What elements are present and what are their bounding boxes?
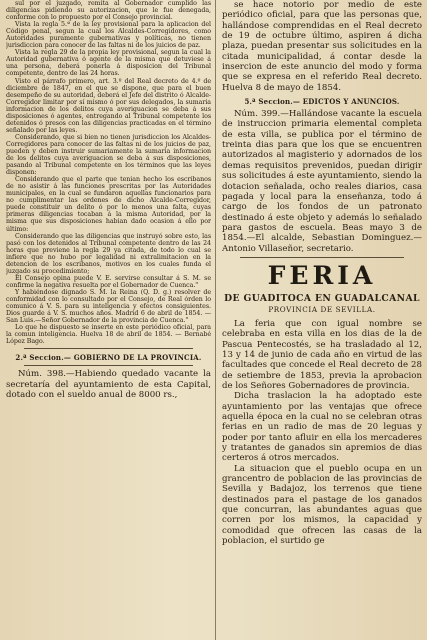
left-paragraph-3: Vista la regla 29 de la propia ley provisional, segun la cual la Autoridad gubernativa ó agente de la misma que detuviese á una persona, deberá ponerla á disposicion del Tribunal competente, dentro de las 24 horas. xyxy=(6,49,211,78)
left-paragraph-6: Considerando que el parte que tenian hecho los escribanos de no asistir á las funciones prescritas por las Autoridades municipales, en la cual se fundaron aquellas funcionarios para no cumplimentar las ordenes de dicho Alcalde-Corregidor, puede constituir un delito ó por lo menos una falta, cuyas primeras diligencias tocaban á la misma Autoridad, por la misma que sus disposiciones habian dado ocasion á ello por último: xyxy=(6,176,211,233)
section-heading-edicts: 5.ª Seccion.— EDICTOS Y ANUNCIOS. xyxy=(244,97,400,107)
section-rule-bottom xyxy=(24,365,193,366)
left-paragraph-9: Y habiéndose dignado S. M. la Reina (Q. D. g.) resolver de conformidad con lo consultado por el Consejo, de Real órden lo comunico á V. S. para su inteligencia y efectos consiguientes. Dios guarde á V. S. muchos años. Madrid 6 de abril de 1854. — San Luis.—Señor Gobernador de la provincia de Cuenca." xyxy=(6,288,211,325)
feria-paragraph-2: Dicha traslacion la ha adoptado este ayuntamiento por las ventajas que ofrece aquella época en la cual no se celebran otras ferias en un radio de mas de 20 leguas y poder por tanto afluir en ella los mercaderes y tratantes de ganados sin apremios de dias certeros á otros mercados. xyxy=(222,391,422,464)
left-notice-398: Núm. 398.—Habiendo quedado vacante la secretaría del ayuntamiento de esta Capital, dotado con el sueldo anual de 8000 rs., xyxy=(6,369,211,400)
section-heading-government: 2.ª Seccion.— GOBIERNO DE LA PROVINCIA. xyxy=(15,353,202,363)
feria-title: FERIA xyxy=(267,260,377,290)
left-paragraph-5: Considerando, que si bien no tienen jurisdiccion los Alcaldes-Corregidores para conocer de las faltas ni de los juicios de paz, pueden y deben instruir sumariamente la sumaria informacion de los delitos cuya averiguacion se deba á sus disposiciones, pasando al Tribunal competente en los términos que las leyes disponen: xyxy=(6,133,211,177)
feria-paragraph-1: La feria que con igual nombre se celebraba en esta villa en los dias de la de Pascua Pentecostés, se ha trasladado al 12, 13 y 14 de junio de cada año en virtud de las facultades que concede el Real decreto de 28 de setiembre de 1853, previa la aprobacion de los Señores Gobernadores de provincia. xyxy=(222,318,422,391)
section-rule-top xyxy=(24,348,193,349)
left-paragraph-7: Considerando que las diligencias que instruyó sobre esto, las pasó con los detenidos al Tribunal competente dentro de las 24 horas que previene la regla 29 ya citada, de todo lo cual se infiere que no hubo por legalidad ni extralimitacion en la detencion de los escribanos, motivos en los cuales funda el juzgado su procedimiento; xyxy=(6,232,211,275)
feria-paragraph-3: La situacion que el pueblo ocupa en un grancentro de poblacion de las provincias de Sevilla y Badajoz, los terrenos que tiene destinados para el pastage de los ganados que concurran, las abundantes aguas que corren por los mismos, la capacidad y comodidad que ofrecen las casas de la poblacion, el surtido ge xyxy=(222,463,422,547)
feria-province: PROVINCIA DE SEVILLA. xyxy=(268,304,376,314)
right-column xyxy=(222,0,422,640)
left-paragraph-2: Vista la regla 5.ª de la ley provisional para la aplicacion del Código penal, segun la cual los Alcaldes-Corregidores, como Autoridades puramente gubernativas y políticas, no tienen jurisdiccion para conocer de las faltas ni de los juicios de paz. xyxy=(6,21,211,50)
feria-subtitle: DE GUADITOCA EN GUADALCANAL xyxy=(224,292,420,304)
left-paragraph-10: Lo que he dispuesto se inserte en este periódico oficial, para la comun inteligencia. Huelva 18 de abril de 1854. — Bernabé López Bago. xyxy=(6,324,211,346)
right-notice-399: Núm. 399.—Hallándose vacante la escuela de instruccion primaria elemental completa de esta villa, se publica por el término de treinta dias para que los que se encuentren autorizados al magisterio y adornados de los demas requisitos prevenidos, puedan dirigir sus solicitudes á este ayuntamiento, siendo la dotacion señalada, ocho reales diarios, casa pagada y local para la enseñanza, todo á cargo de los fondos de un patronato destinado á este objeto y además lo señalado para gastos de escuela. Beas mayo 3 de 1854.—El alcalde, Sebastian Dominguez.—Antonio Villaseñor, secretario. xyxy=(222,109,422,254)
column-divider xyxy=(215,0,216,640)
left-column xyxy=(6,0,211,640)
left-paragraph-8: El Consejo opina puede V. E. servirse consultar á S. M. se confirme la negativa resuelta por el Gobernador de Cuenca." xyxy=(6,274,211,289)
left-paragraph-1: sul por el juzgado, remita al Gobernador cumplido las diligencias pidiendo su autorizacion, que le fue denegada, conforme con lo propuesto por el Consejo provincial. xyxy=(6,0,211,22)
left-paragraph-4: Visto el párrafo primero, art. 3.º del Real decreto de 4.º de diciembre de 1847, en el que se dispone, que para el buen desempeño de su autoridad, deberá el Jefe del distrito ó Alcalde-Corregidor limitar por sí mismo ó por sus delegados, la sumaria informacion de los delitos cuya averiguacion se deba á sus disposiciones ó agentes, entregando al Tribunal competente los detenidos ó presos con las diligencias practicadas en el término señalado por las leyes. xyxy=(6,77,211,134)
feria-rule-top xyxy=(240,257,404,258)
right-paragraph-1: se hace notorio por medio de este periódico oficial, para que las personas que, hallándose comprendidas en el Real decreto de 19 de octubre último, aspiren á dicha plaza, puedan presentar sus solicitudes en la citada municipalidad, á contar desde la insercion de este anuncio del modo y forma que se expresa en el referido Real decreto. Huelva 8 de mayo de 1854. xyxy=(222,0,422,93)
